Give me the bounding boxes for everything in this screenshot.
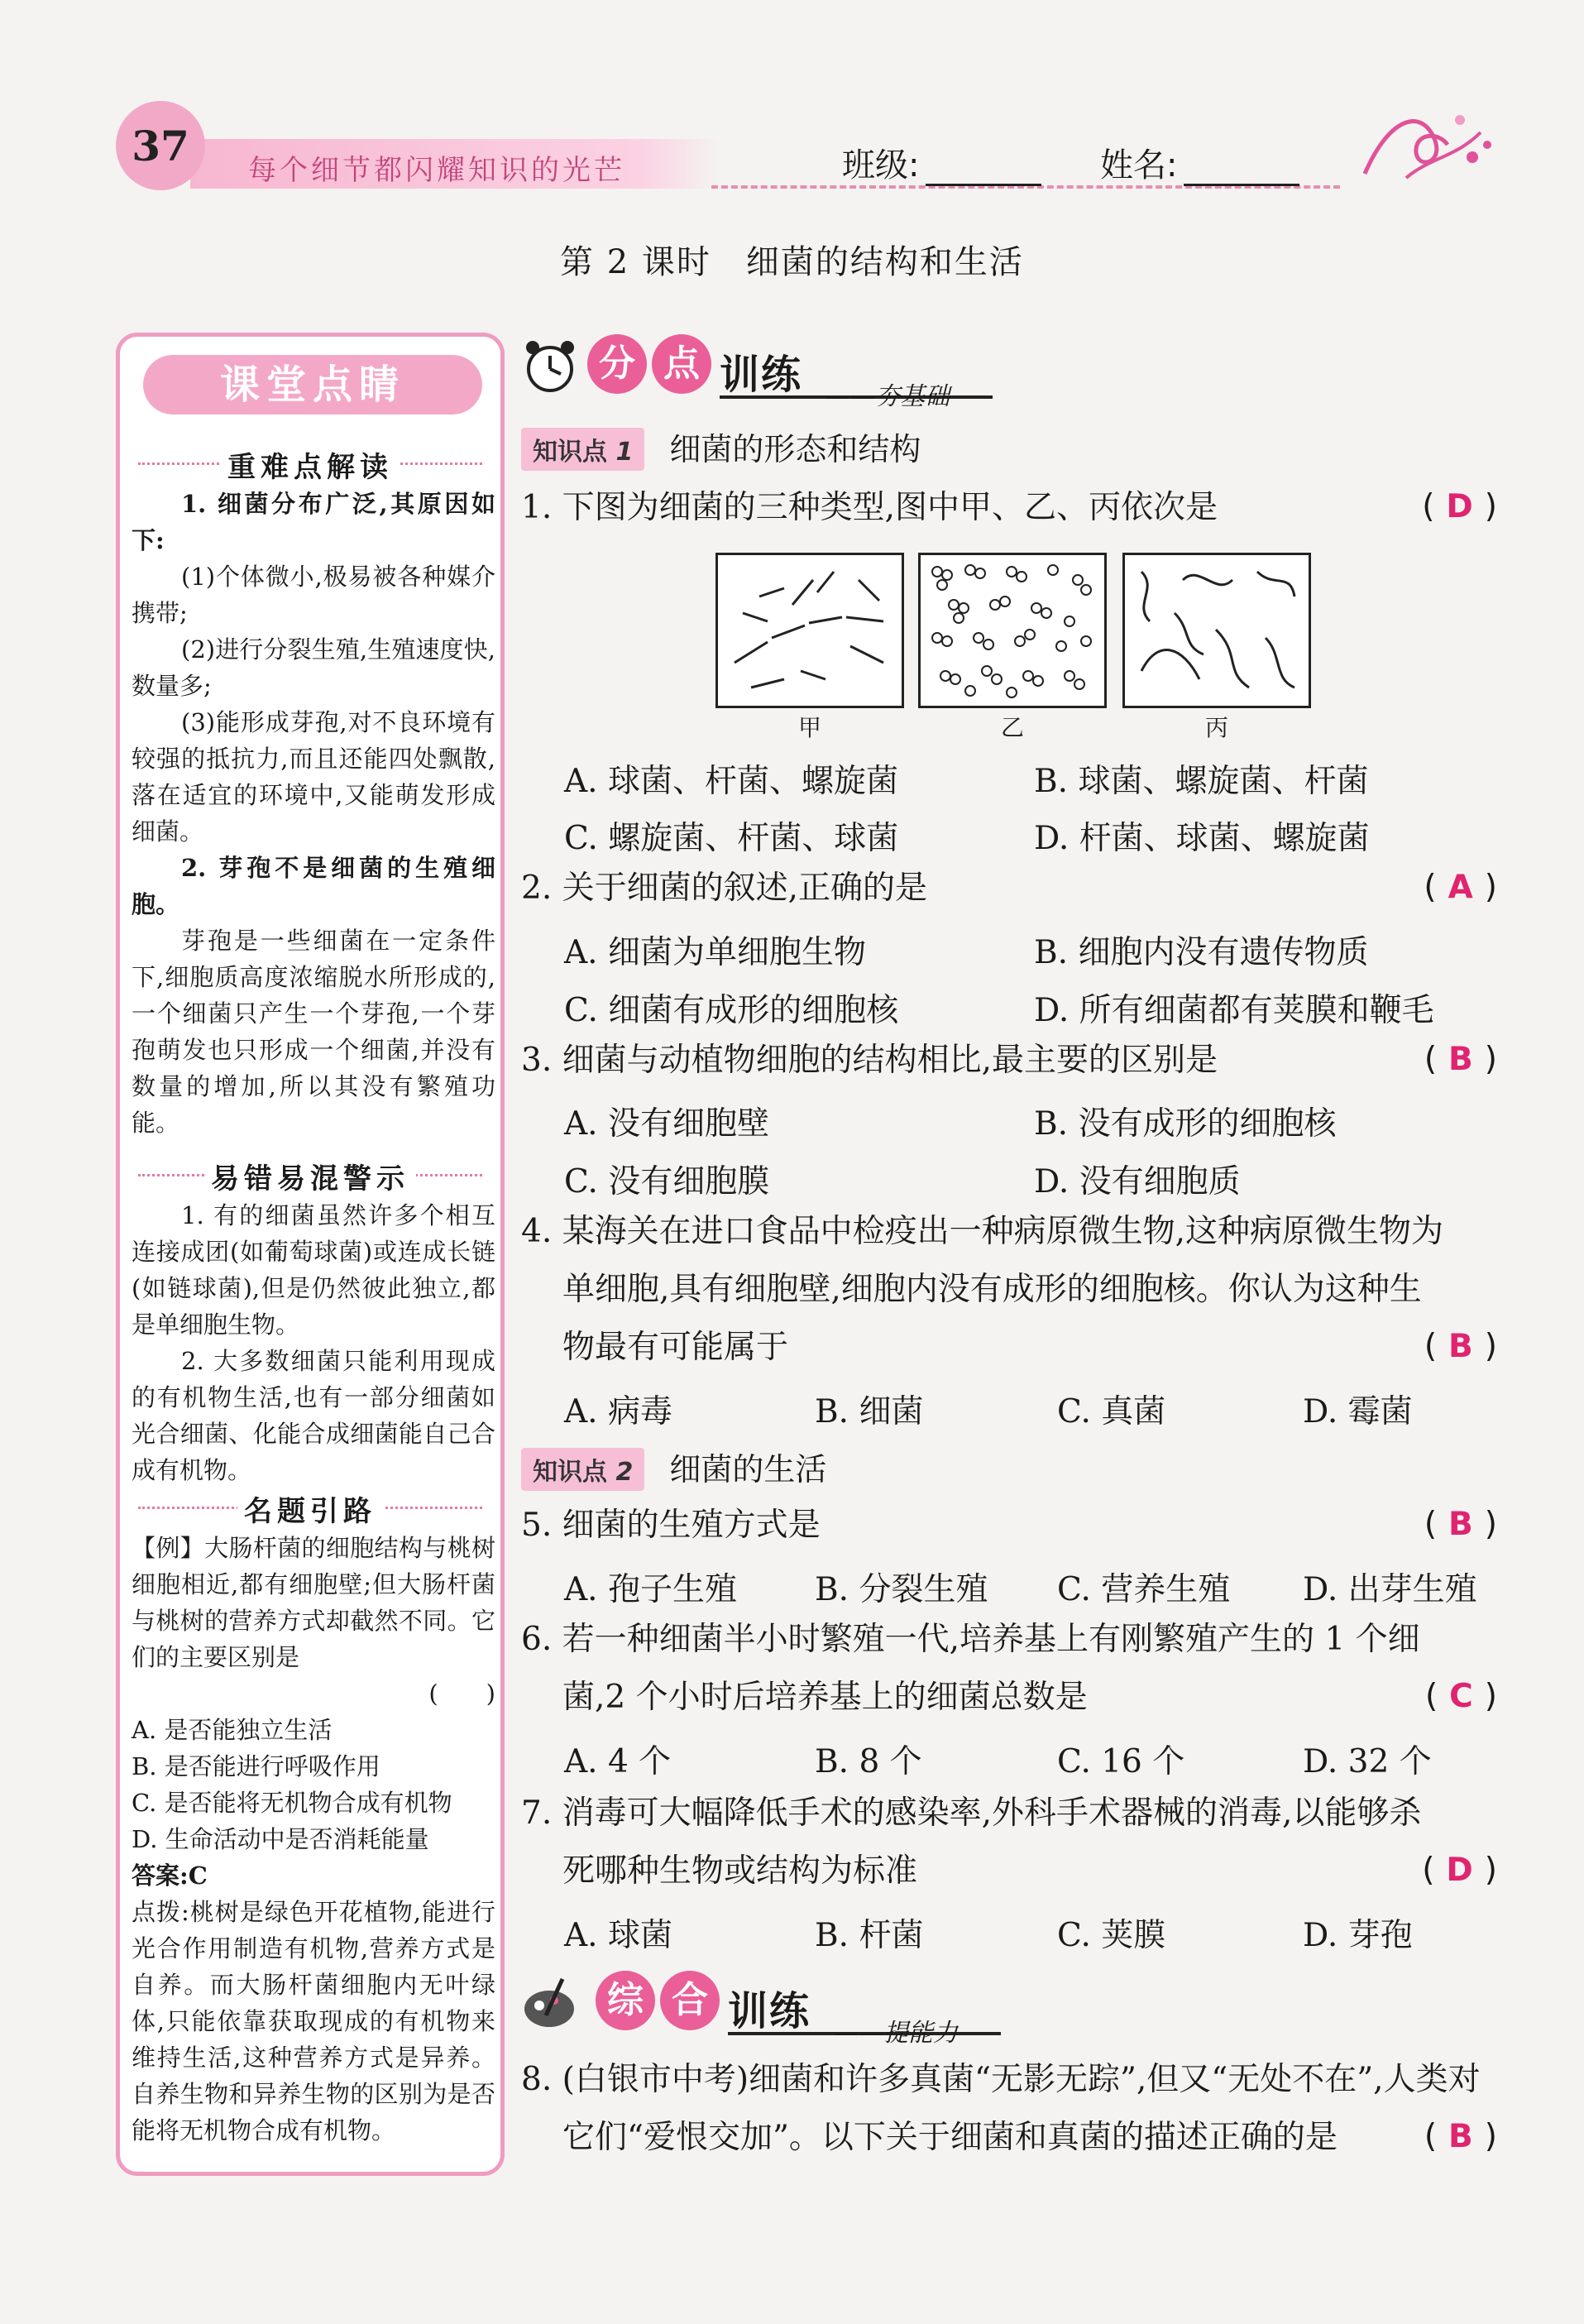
q5-option-c[interactable]: C. 营养生殖 [1057, 1571, 1231, 1608]
question-7-answer: ( D ) [1422, 1852, 1497, 1889]
section-a-banner [521, 331, 1100, 411]
banner-b-word: 训练 [728, 1988, 811, 2034]
figure-spiral-bacteria [1122, 553, 1311, 708]
q7-option-b[interactable]: B. 杆菌 [815, 1917, 924, 1954]
page-number-badge [116, 101, 205, 190]
knowledge-point-1: 知识点 1 细菌的形态和结构 [521, 424, 921, 471]
banner-bubble-1: 分 [587, 334, 647, 394]
q3-option-a[interactable]: A. 没有细胞壁 [564, 1105, 769, 1143]
name-field[interactable] [1100, 139, 1299, 186]
class-label: 班级: [842, 146, 920, 184]
q3-option-c[interactable]: C. 没有细胞膜 [564, 1163, 770, 1200]
class-field[interactable] [842, 139, 1041, 186]
q3-option-b[interactable]: B. 没有成形的细胞核 [1034, 1105, 1337, 1143]
q2-option-b[interactable]: B. 细胞内没有遗传物质 [1034, 934, 1369, 971]
lesson-title: 第 2 课时 细菌的结构和生活 [560, 243, 1024, 281]
banner-b-tagline: ——提能力 [834, 2019, 958, 2048]
q2-option-c[interactable]: C. 细菌有成形的细胞核 [564, 992, 899, 1029]
q7-option-a[interactable]: A. 球菌 [564, 1917, 672, 1954]
question-6-answer: ( C ) [1424, 1678, 1497, 1715]
question-8-answer: ( B ) [1424, 2118, 1497, 2155]
section-title-key-points: 重难点解读 [120, 444, 500, 485]
q2-option-d[interactable]: D. 所有细菌都有荚膜和鞭毛 [1034, 992, 1434, 1029]
slogan: 每个细节都闪耀知识的光芒 [248, 154, 625, 187]
section-b-banner [521, 1967, 1100, 2048]
q5-option-b[interactable]: B. 分裂生殖 [815, 1571, 988, 1608]
question-6-stem: 6. 若一种细菌半小时繁殖一代,培养基上有刚繁殖产生的 1 个细 菌,2 个小时后培养基上的细菌总数是 [521, 1621, 1420, 1716]
question-1-stem: 1. 下图为细菌的三种类型,图中甲、乙、丙依次是 [521, 489, 1218, 526]
banner-bubble-2: 点 [652, 334, 711, 394]
knowledge-point-2: 知识点 2 细菌的生活 [521, 1444, 826, 1491]
figure-rod-bacteria [715, 553, 904, 708]
sidebar-heading: 课堂点睛 [219, 362, 405, 408]
slogan-band [190, 139, 720, 189]
q1-option-b[interactable]: B. 球菌、螺旋菌、杆菌 [1034, 763, 1369, 800]
section-title-pitfalls: 易错易混警示 [120, 1156, 500, 1196]
alarm-clock-icon [521, 338, 579, 395]
question-5-stem: 5. 细菌的生殖方式是 [521, 1507, 821, 1544]
banner-b-bubble-1: 综 [596, 1971, 655, 2030]
banner-word: 训练 [720, 352, 803, 398]
question-4-stem: 4. 某海关在进口食品中检疫出一种病原微生物,这种病原微生物为 单细胞,具有细胞壁,细胞内没有成形的细胞核。你认为这种生 物最有可能属于 [521, 1213, 1444, 1366]
q5-option-d[interactable]: D. 出芽生殖 [1303, 1571, 1477, 1608]
question-2-stem: 2. 关于细菌的叙述,正确的是 [521, 870, 928, 907]
q4-option-b[interactable]: B. 细菌 [815, 1393, 924, 1430]
pitfalls-text: 1. 有的细菌虽然许多个相互连接成团(如葡萄球菌)或连成长链(如链球菌),但是仍然彼此独立,都是单细胞生物。 2. 大多数细菌只能利用现成的有机物生活,也有一部分细菌如光合细菌、化能合成细菌能自己合成有机物。 [132, 1201, 495, 1484]
question-4-answer: ( B ) [1424, 1328, 1497, 1365]
question-3-answer: ( B ) [1424, 1041, 1497, 1078]
figure-label-jia: 甲 [798, 714, 822, 741]
q6-option-c[interactable]: C. 16 个 [1057, 1743, 1185, 1780]
figure-label-yi: 乙 [1001, 714, 1025, 741]
q3-option-d[interactable]: D. 没有细胞质 [1034, 1163, 1241, 1200]
figure-cocci-bacteria [918, 553, 1107, 708]
key-points-text: 1. 细菌分布广泛,其原因如下: (1)个体微小,极易被各种媒介携带; (2)进行分裂生殖,生殖速度快,数量多; (3)能形成芽孢,对不良环境有较强的抵抗力,而且还能四处飘散,落在适宜的环境中,又能萌发形成细菌。 2. 芽孢不是细菌的生殖细胞。 芽孢是一些细菌在一定条件下,细胞质高度浓缩脱水所形成的,一个细菌只产生一个芽孢,一个芽孢萌发也只形成一个细菌,并没有数量的增加,所以其没有繁殖功能。 [132, 490, 495, 1137]
q1-option-a[interactable]: A. 球菌、杆菌、螺旋菌 [564, 763, 898, 800]
question-1-answer: ( D ) [1422, 488, 1497, 525]
question-7-stem: 7. 消毒可大幅降低手术的感染率,外科手术器械的消毒,以能够杀 死哪种生物或结构为标准 [521, 1795, 1422, 1890]
name-label: 姓名: [1100, 146, 1178, 184]
q6-option-d[interactable]: D. 32 个 [1303, 1743, 1432, 1780]
banner-b-bubble-2: 合 [660, 1971, 720, 2030]
page-number: 37 [132, 121, 189, 170]
section-title-example: 名题引路 [120, 1488, 500, 1529]
question-3-stem: 3. 细菌与动植物细胞的结构相比,最主要的区别是 [521, 1042, 1218, 1079]
question-5-answer: ( B ) [1424, 1506, 1497, 1543]
flourish-ornament-icon [1357, 99, 1497, 190]
q5-option-a[interactable]: A. 孢子生殖 [564, 1571, 737, 1608]
paint-palette-icon [521, 1974, 581, 2034]
question-8-stem: 8. (白银市中考)细菌和许多真菌“无影无踪”,但又“无处不在”,人类对 它们“爱恨交加”。以下关于细菌和真菌的描述正确的是 [521, 2061, 1481, 2156]
q7-option-d[interactable]: D. 芽孢 [1303, 1917, 1413, 1954]
q1-option-c[interactable]: C. 螺旋菌、杆菌、球菌 [564, 820, 899, 857]
sidebar-heading-pill [143, 355, 482, 414]
q4-option-d[interactable]: D. 霉菌 [1303, 1393, 1413, 1430]
q6-option-b[interactable]: B. 8 个 [815, 1743, 922, 1780]
banner-tagline: ——夯基础 [825, 382, 950, 411]
q7-option-c[interactable]: C. 荚膜 [1057, 1917, 1166, 1954]
q4-option-a[interactable]: A. 病毒 [564, 1393, 672, 1430]
example-text: 【例】大肠杆菌的细胞结构与桃树细胞相近,都有细胞壁;但大肠杆菌与桃树的营养方式却截然不同。它们的主要区别是 ( ) A. 是否能独立生活 B. 是否能进行呼吸作用 C. 是否能将无机物合成有机物 D. 生命活动中是否消耗能量 答案:C 点拨:桃树是绿色开花植物,能进行光合作用制造有机物,营养方式是自养。而大肠杆菌细胞内无叶绿体,只能依靠获取现成的有机物来维持生活,这种营养方式是异养。自养生物和异养生物的区别为是否能将无机物合成有机物。 [132, 1534, 495, 2144]
q1-option-d[interactable]: D. 杆菌、球菌、螺旋菌 [1034, 820, 1370, 857]
q4-option-c[interactable]: C. 真菌 [1057, 1393, 1166, 1430]
q2-option-a[interactable]: A. 细菌为单细胞生物 [564, 934, 866, 971]
q6-option-a[interactable]: A. 4 个 [564, 1743, 672, 1780]
question-2-answer: ( A ) [1424, 869, 1497, 906]
sidebar-panel [116, 333, 505, 2176]
figure-label-bing: 丙 [1205, 714, 1229, 741]
